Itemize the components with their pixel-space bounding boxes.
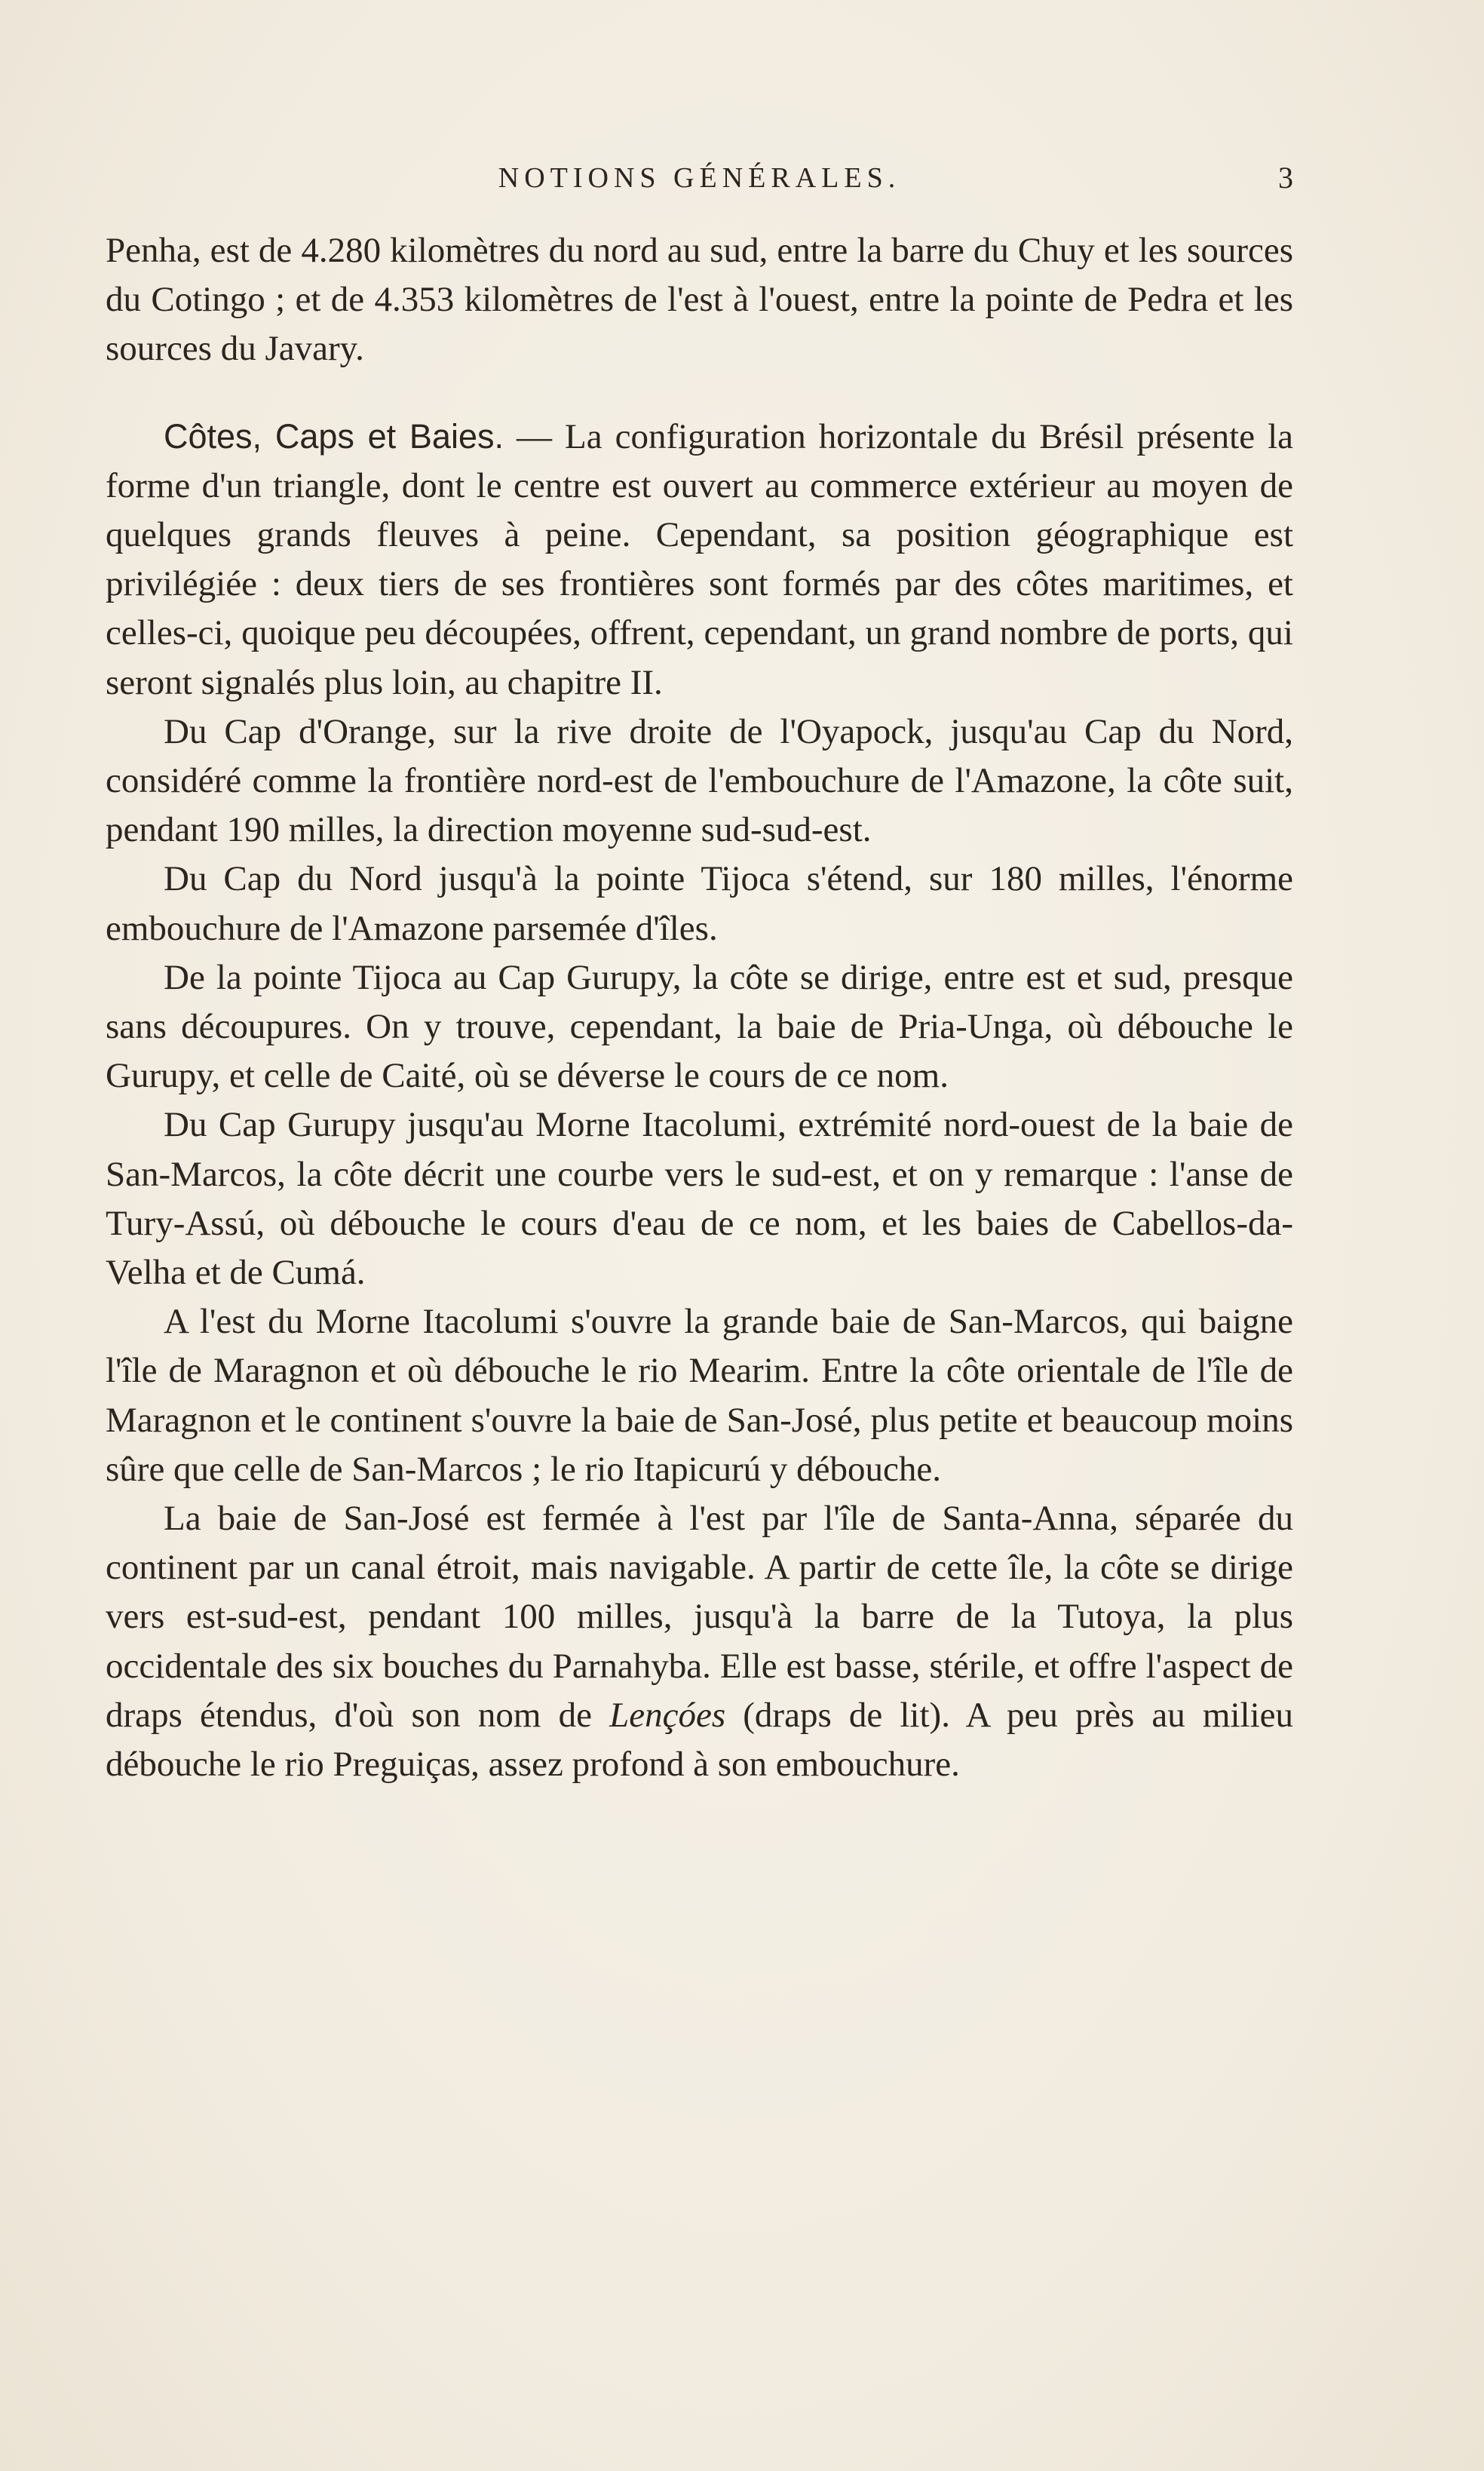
paragraph-text: A l'est du Morne Itacolumi s'ouvre la grande baie de San-Marcos, qui baigne l'île de Maragnon et où débouche le rio Mearim. Entre la côte orientale de l'île de Maragnon et le continent s'ouvre la baie de San-José, plus petite et beaucoup moins sûre que celle de San-Marcos ; le rio Itapicurú y débouche. — [106, 1302, 1293, 1489]
paragraph-san-jose — [106, 1494, 1293, 1789]
running-head — [106, 155, 1293, 201]
paragraph-text: Penha, est de 4.280 kilomètres du nord au sud, entre la barre du Chuy et les sources du Cotingo ; et de 4.353 kilomètres de l'est à l'ouest, entre la pointe de Pedra et les sources du Javary. — [106, 231, 1293, 369]
paragraph-text: Du Cap d'Orange, sur la rive droite de l'Oyapock, jusqu'au Cap du Nord, considéré comme la frontière nord-est de l'embouchure de l'Amazone, la côte suit, pendant 190 milles, la direction moyenne sud-sud-est. — [106, 711, 1293, 850]
paragraph-cap-nord — [106, 855, 1293, 953]
paragraph-text: La baie de San-José est fermée à l'est par l'île de Santa-Anna, séparée du continent par un canal étroit, mais navigable. A partir de cette île, la côte se dirige vers est-sud-est, pendant 100 milles, jusqu'à la barre de la Tutoya, la plus occidentale des six bouches du Parnahyba. Elle est basse, stérile, et offre l'aspect de draps étendus, d'où son nom de — [106, 1499, 1293, 1735]
paragraph-text: Du Cap du Nord jusqu'à la pointe Tijoca s'étend, sur 180 milles, l'énorme embouchure de l'Amazone parsemée d'îles. — [106, 859, 1293, 948]
section-heading: Côtes, Caps et Baies. — [164, 416, 504, 456]
italic-term: Lençóes — [609, 1695, 726, 1735]
paragraph-text: (draps de lit). A peu près au milieu débouche le rio Preguiças, assez profond à son embouchure. — [106, 1695, 1293, 1785]
paragraph-gurupy-itacolumi — [106, 1100, 1293, 1297]
page-number: 3 — [1278, 161, 1293, 195]
paragraph-tijoca-gurupy — [106, 953, 1293, 1101]
paragraph-cap-orange — [106, 708, 1293, 855]
paragraph-coasts-intro — [106, 412, 1293, 708]
body-text — [106, 226, 1293, 1789]
running-title: NOTIONS GÉNÉRALES. — [498, 162, 901, 194]
paragraph-continuation — [106, 226, 1293, 374]
paragraph-text: Du Cap Gurupy jusqu'au Morne Itacolumi, extrémité nord-ouest de la baie de San-Marcos, la côte décrit une courbe vers le sud-est, et on y remarque : l'anse de Tury-Assú, où débouche le cours d'eau de ce nom, et les baies de Cabellos-da-Velha et de Cumá. — [106, 1105, 1293, 1293]
paragraph-text: La configuration horizontale du Brésil présente la forme d'un triangle, dont le centre est ouvert au commerce extérieur au moyen de quelques grands fleuves à peine. Cependant, sa position géographique est privilégiée : deux tiers de ses frontières sont formés par des côtes maritimes, et celles-ci, quoique peu découpées, offrent, cependant, un grand nombre de ports, qui seront signalés plus loin, au chapitre II. — [106, 416, 1293, 702]
section-dash: — — [503, 416, 565, 456]
paragraph-san-marcos — [106, 1297, 1293, 1494]
paragraph-text: De la pointe Tijoca au Cap Gurupy, la côte se dirige, entre est et sud, presque sans découpures. On y trouve, cependant, la baie de Pria-Unga, où débouche le Gurupy, et celle de Caité, où se déverse le cours de ce nom. — [106, 957, 1293, 1096]
